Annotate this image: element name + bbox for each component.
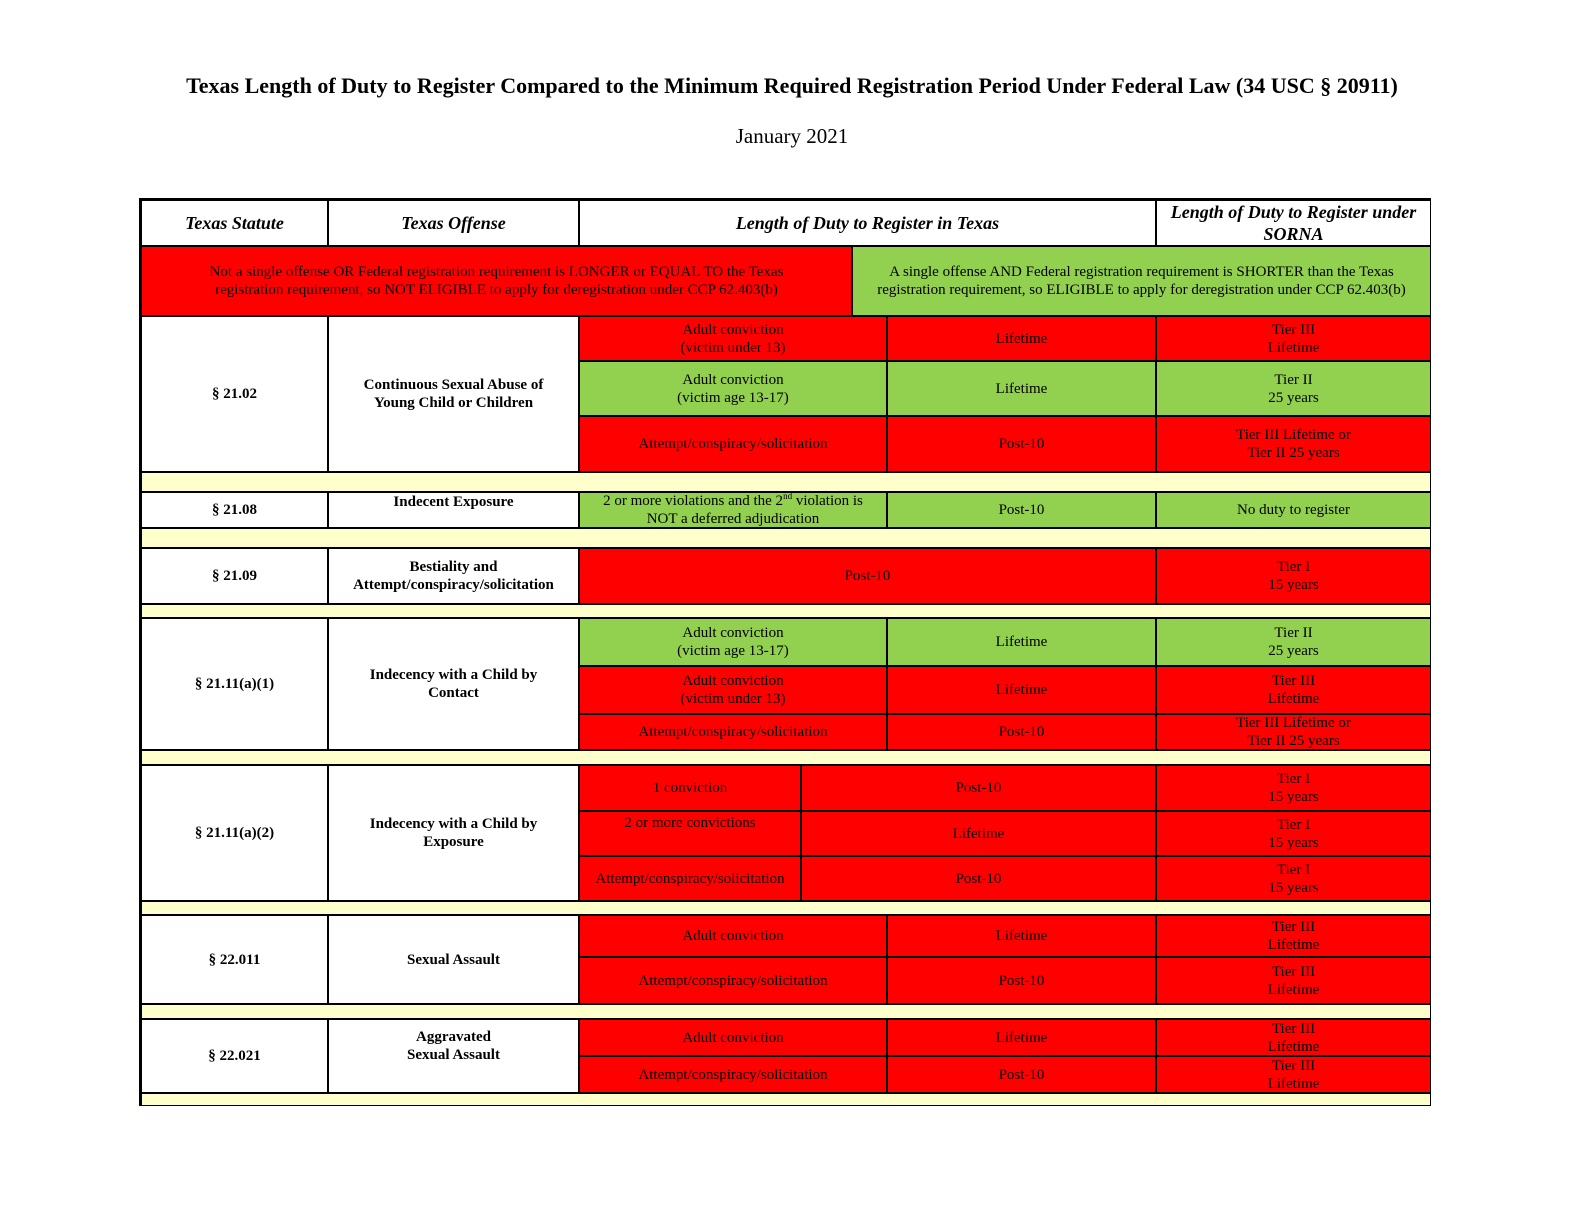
header-sorna-duty: Length of Duty to Register under SORNA: [1156, 200, 1431, 246]
statute-21-11-a-2: § 21.11(a)(2): [141, 765, 328, 901]
texas-duty-cell: Post-10: [887, 492, 1156, 528]
sorna-duty-cell: Tier III Lifetime or Tier II 25 years: [1156, 416, 1431, 472]
sorna-duty-cell: Tier III Lifetime: [1156, 957, 1431, 1004]
sorna-duty-cell: Tier II 25 years: [1156, 618, 1431, 666]
legend-eligible: A single offense AND Federal registration requirement is SHORTER than the Texas registration requirement, so ELIGIBLE to apply for deregistration under CCP 62.403(b): [852, 246, 1431, 316]
row-separator: [141, 1004, 1431, 1019]
texas-duty-cell: Lifetime: [887, 666, 1156, 714]
offense-21-02: Continuous Sexual Abuse of Young Child or Children: [328, 316, 579, 472]
sorna-duty-cell: Tier I 15 years: [1156, 765, 1431, 811]
texas-duty-cell: Post-10: [579, 548, 1156, 604]
sorna-duty-cell: Tier III Lifetime: [1156, 915, 1431, 957]
header-texas-duty: Length of Duty to Register in Texas: [579, 200, 1156, 246]
texas-duty-cell: Lifetime: [887, 915, 1156, 957]
row-separator: [141, 528, 1431, 548]
offense-type-cell: Adult conviction: [579, 1019, 887, 1056]
offense-type-cell: Adult conviction (victim under 13): [579, 316, 887, 361]
offense-type-cell: Adult conviction: [579, 915, 887, 957]
offense-22-021: Aggravated Sexual Assault: [328, 1019, 579, 1093]
texas-duty-cell: Lifetime: [887, 618, 1156, 666]
sorna-duty-cell: Tier I 15 years: [1156, 811, 1431, 856]
offense-type-cell: Adult conviction (victim age 13-17): [579, 361, 887, 416]
row-separator: [141, 901, 1431, 915]
texas-duty-cell: Lifetime: [887, 361, 1156, 416]
offense-type-cell: 2 or more convictions: [579, 811, 801, 856]
registration-comparison-table: [139, 198, 1431, 1106]
offense-21-09: Bestiality and Attempt/conspiracy/solicitation: [328, 548, 579, 604]
row-separator: [141, 1093, 1431, 1106]
offense-type-cell: Attempt/conspiracy/solicitation: [579, 856, 801, 901]
offense-type-cell: Attempt/conspiracy/solicitation: [579, 957, 887, 1004]
statute-22-021: § 22.021: [141, 1019, 328, 1093]
offense-21-11-a-2: Indecency with a Child by Exposure: [328, 765, 579, 901]
row-separator: [141, 472, 1431, 492]
offense-type-text: 2 or more violations and the 2nd violation is NOT a deferred adjudication: [603, 491, 863, 527]
offense-type-cell: Attempt/conspiracy/solicitation: [579, 416, 887, 472]
sorna-duty-cell: Tier I 15 years: [1156, 548, 1431, 604]
offense-21-11-a-1: Indecency with a Child by Contact: [328, 618, 579, 750]
offense-21-08: Indecent Exposure: [328, 492, 579, 528]
statute-21-09: § 21.09: [141, 548, 328, 604]
sorna-duty-cell: Tier III Lifetime: [1156, 666, 1431, 714]
page-date: January 2021: [735, 124, 849, 148]
texas-duty-cell: Post-10: [887, 957, 1156, 1004]
sorna-duty-cell: Tier III Lifetime: [1156, 316, 1431, 361]
offense-type-cell: Adult conviction (victim under 13): [579, 666, 887, 714]
statute-21-08: § 21.08: [141, 492, 328, 528]
row-separator: [141, 750, 1431, 765]
sorna-duty-cell: Tier III Lifetime or Tier II 25 years: [1156, 714, 1431, 750]
texas-duty-cell: Post-10: [887, 1056, 1156, 1093]
texas-duty-cell: Post-10: [801, 856, 1156, 901]
texas-duty-cell: Lifetime: [887, 316, 1156, 361]
texas-duty-cell: Lifetime: [887, 1019, 1156, 1056]
offense-type-cell: 1 conviction: [579, 765, 801, 811]
texas-duty-cell: Lifetime: [801, 811, 1156, 856]
header-texas-offense: Texas Offense: [328, 200, 579, 246]
header-texas-statute: Texas Statute: [141, 200, 328, 246]
sorna-duty-cell: Tier I 15 years: [1156, 856, 1431, 901]
page-title: Texas Length of Duty to Register Compared to the Minimum Required Registration Period Under Federal Law (34 USC § 20911): [186, 73, 1398, 98]
offense-type-cell: Attempt/conspiracy/solicitation: [579, 1056, 887, 1093]
legend-not-eligible: Not a single offense OR Federal registration requirement is LONGER or EQUAL TO the Texas registration requirement, so NOT ELIGIBLE to apply for deregistration under CCP 62.403(b): [141, 246, 852, 316]
statute-21-11-a-1: § 21.11(a)(1): [141, 618, 328, 750]
offense-type-cell: [579, 492, 887, 528]
offense-22-011: Sexual Assault: [328, 915, 579, 1004]
texas-duty-cell: Post-10: [887, 416, 1156, 472]
sorna-duty-cell: Tier II 25 years: [1156, 361, 1431, 416]
statute-22-011: § 22.011: [141, 915, 328, 1004]
statute-21-02: § 21.02: [141, 316, 328, 472]
offense-type-cell: Attempt/conspiracy/solicitation: [579, 714, 887, 750]
sorna-duty-cell: Tier III Lifetime: [1156, 1019, 1431, 1056]
row-separator: [141, 604, 1431, 618]
texas-duty-cell: Post-10: [801, 765, 1156, 811]
texas-duty-cell: Post-10: [887, 714, 1156, 750]
sorna-duty-cell: Tier III Lifetime: [1156, 1056, 1431, 1093]
sorna-duty-cell: No duty to register: [1156, 492, 1431, 528]
offense-type-cell: Adult conviction (victim age 13-17): [579, 618, 887, 666]
